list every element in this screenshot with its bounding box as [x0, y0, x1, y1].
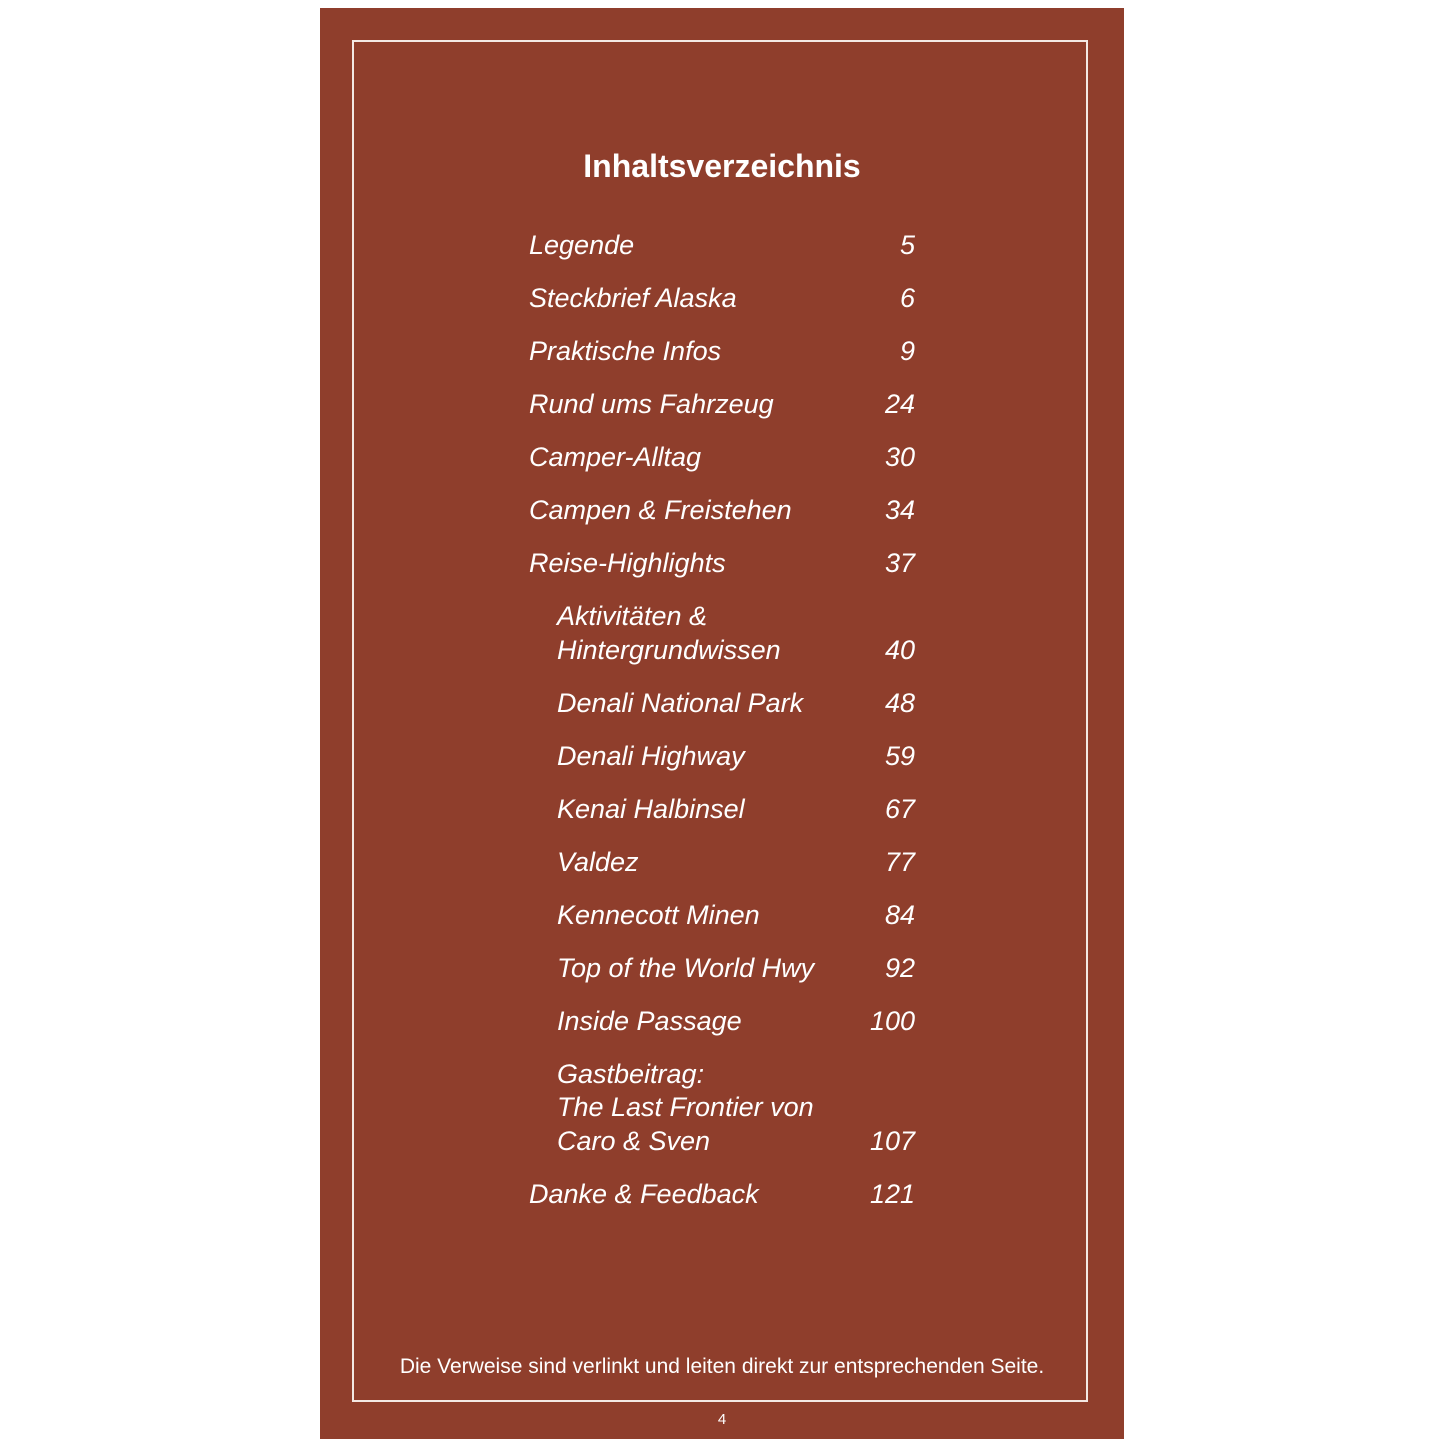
toc-entry[interactable]	[529, 282, 915, 316]
toc-entry-page: 24	[884, 389, 915, 419]
document-page	[320, 8, 1124, 1439]
toc-entry-page: 37	[884, 548, 915, 578]
toc-entry[interactable]	[529, 793, 915, 827]
toc-entry-page: 84	[884, 899, 915, 930]
toc-entry-label: Denali Highway	[557, 740, 745, 771]
toc-entry[interactable]	[529, 229, 915, 263]
toc-entry-label: Kenai Halbinsel	[557, 793, 745, 824]
toc-entry-label: Danke & Feedback	[529, 1178, 759, 1209]
toc-entry-label: Steckbrief Alaska	[529, 283, 737, 313]
toc-entry-page: 92	[884, 952, 915, 983]
toc-entry[interactable]	[529, 494, 915, 528]
toc-entry[interactable]	[529, 1178, 915, 1212]
toc-entry[interactable]	[529, 1005, 915, 1039]
page-number: 4	[717, 1411, 727, 1428]
toc-entry-label: Valdez	[557, 846, 639, 877]
toc-entry-page: 107	[869, 1125, 915, 1156]
toc-entry-label: Legende	[529, 230, 635, 260]
toc-entry[interactable]	[529, 740, 915, 774]
toc-entry-page: 67	[884, 793, 915, 824]
toc-entry[interactable]	[529, 388, 915, 422]
toc-entry-page: 48	[884, 687, 915, 718]
page-title: Inhaltsverzeichnis	[583, 148, 861, 184]
toc-entry-page: 6	[899, 283, 915, 313]
toc-entry-label: Reise-Highlights	[529, 548, 726, 578]
toc-entry-label: Kennecott Minen	[557, 899, 760, 930]
toc-entry-label: Gastbeitrag: The Last Frontier von Caro & Sven	[557, 1058, 814, 1156]
toc-entry-label: Camper-Alltag	[529, 442, 702, 472]
toc-entry-page: 100	[869, 1005, 915, 1036]
footnote: Die Verweise sind verlinkt und leiten direkt zur entsprechenden Seite.	[399, 1355, 1045, 1378]
toc-entry-label: Denali National Park	[557, 687, 804, 718]
toc-entry[interactable]	[529, 441, 915, 475]
toc-entry[interactable]	[529, 687, 915, 721]
table-of-contents	[529, 229, 915, 1231]
toc-entry[interactable]	[529, 952, 915, 986]
toc-entry-page: 40	[884, 634, 915, 665]
toc-entry-page: 30	[884, 442, 915, 472]
toc-entry-page: 34	[884, 495, 915, 525]
toc-entry[interactable]	[529, 846, 915, 880]
toc-entry[interactable]	[529, 1058, 915, 1159]
toc-entry-page: 59	[884, 740, 915, 771]
toc-entry-label: Praktische Infos	[529, 336, 722, 366]
toc-entry-label: Campen & Freistehen	[529, 495, 792, 525]
toc-entry-page: 9	[899, 336, 915, 366]
toc-entry-label: Top of the World Hwy	[557, 952, 815, 983]
toc-entry-label: Aktivitäten & Hintergrundwissen	[557, 601, 781, 665]
toc-entry[interactable]	[529, 547, 915, 581]
toc-entry-label: Inside Passage	[557, 1005, 742, 1036]
toc-entry[interactable]	[529, 899, 915, 933]
toc-entry-page: 77	[884, 846, 915, 877]
toc-entry-label: Rund ums Fahrzeug	[529, 389, 774, 419]
toc-entry-page: 5	[899, 230, 915, 260]
toc-entry-page: 121	[869, 1178, 915, 1209]
toc-entry[interactable]	[529, 600, 915, 667]
toc-entry[interactable]	[529, 335, 915, 369]
